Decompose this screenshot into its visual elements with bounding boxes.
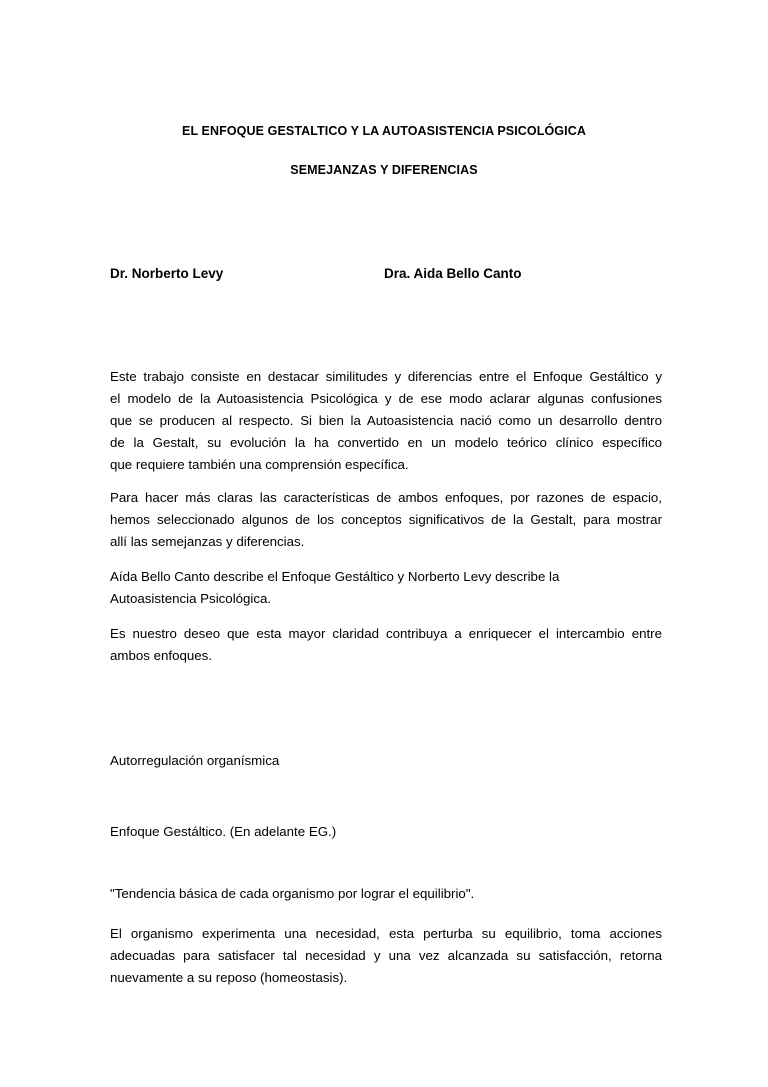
intro-paragraph-1	[110, 366, 662, 476]
paragraph-line: Es nuestro deseo que esta mayor claridad contribuya a enriquecer el intercambio entre	[110, 626, 662, 641]
paragraph-line: ambos enfoques.	[110, 648, 213, 663]
paragraph-line: adecuadas para satisfacer tal necesidad y una vez alcanzada su satisfacción, retorna	[110, 948, 662, 963]
paragraph-line: que se producen al respecto. Si bien la Autoasistencia nació como un desarrollo dentro	[110, 413, 662, 428]
author-aida-bello-canto: Dra. Aida Bello Canto	[384, 266, 522, 281]
paragraph-line: que requiere también una comprensión específica.	[110, 457, 409, 472]
paragraph-line: de la Gestalt, su evolución la ha convertido en un modelo teórico clínico específico	[110, 435, 662, 450]
intro-paragraph-3	[110, 566, 662, 610]
paragraph-line: Para hacer más claras las características de ambos enfoques, por razones de espacio,	[110, 490, 662, 505]
paragraph-line: El organismo experimenta una necesidad, esta perturba su equilibrio, toma acciones	[110, 926, 662, 941]
body-paragraph	[110, 923, 662, 989]
paragraph-line: Autoasistencia Psicológica.	[110, 591, 272, 606]
author-norberto-levy: Dr. Norberto Levy	[110, 266, 224, 281]
paragraph-line: allí las semejanzas y diferencias.	[110, 534, 305, 549]
intro-paragraph-2	[110, 487, 662, 553]
paragraph-line: Aída Bello Canto describe el Enfoque Gestáltico y Norberto Levy describe la	[110, 569, 560, 584]
section-heading: Autorregulación organísmica	[110, 753, 280, 768]
quote: "Tendencia básica de cada organismo por lograr el equilibrio".	[110, 886, 475, 901]
subsection-heading: Enfoque Gestáltico. (En adelante EG.)	[110, 824, 337, 839]
paragraph-line: hemos seleccionado algunos de los conceptos significativos de la Gestalt, para mostrar	[110, 512, 662, 527]
document-title: EL ENFOQUE GESTALTICO Y LA AUTOASISTENCIA PSICOLÓGICA	[182, 124, 586, 138]
paragraph-line: Este trabajo consiste en destacar similitudes y diferencias entre el Enfoque Gestáltico y	[110, 369, 662, 384]
intro-paragraph-4	[110, 623, 662, 667]
document-subtitle: SEMEJANZAS Y DIFERENCIAS	[290, 163, 478, 177]
paragraph-line: nuevamente a su reposo (homeostasis).	[110, 970, 348, 985]
paragraph-line: el modelo de la Autoasistencia Psicológica y de ese modo aclarar algunas confusiones	[110, 391, 662, 406]
